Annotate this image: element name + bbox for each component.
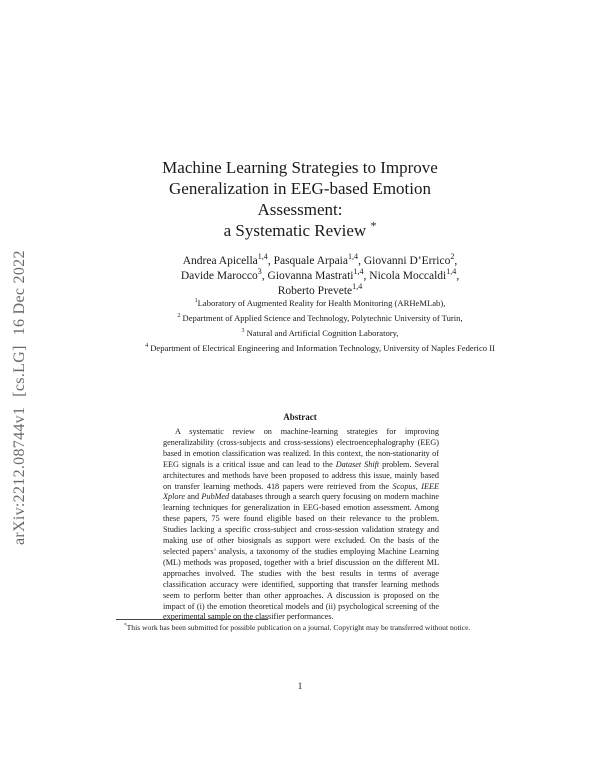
author-line-2: Davide Marocco$^3$, Giovanna Mastrati$^{1,4}$, Nicola Moccaldi$^{1,4}$, [180,267,460,282]
arxiv-category: [cs.LG] [11,345,28,397]
author-name: Nicola Moccaldi [369,270,447,282]
author-affil: 1,4 [352,282,363,292]
author-affil: 1,4 [257,252,268,262]
author-name: Roberto Prevete [277,285,353,297]
abstract-emphasis: PubMed [201,492,230,502]
author-line-1: Andrea Apicella$^{1,4}$, Pasquale Arpaia$^{1,4}$, Giovanni D’Errico$^2$, [182,252,458,267]
arxiv-identifier [11,240,29,545]
title-line-2: Generalization in EEG-based Emotion [169,179,431,198]
author-list [140,254,500,299]
affiliation-4: $^4$ Department of Electrical Engineering and Information Technology, University of Naples Federico II [145,343,495,353]
author-name: Giovanni D’Errico [363,255,451,267]
title-footnote-mark: * [370,218,377,233]
author-affil: 1,4 [348,252,359,262]
author-name: Pasquale Arpaia [273,255,348,267]
footnote-rule [116,619,268,620]
author-line-3 [140,284,500,299]
title-line-1: Machine Learning Strategies to Improve [162,158,438,177]
affiliation-3: $^3$ Natural and Artificial Cognition Laboratory, [241,328,399,338]
arxiv-id: arXiv:2212.08744v1 [11,406,28,545]
affiliation-2: $^2$ Department of Applied Science and Technology, Polytechnic University of Turin, [177,313,463,323]
abstract-heading: Abstract [283,412,317,422]
abstract-emphasis: Scopus [392,481,416,491]
footnote-text: This work has been submitted for possible publication on a journal. Copyright may be transferred without notice. [126,623,471,632]
author-affil: 2 [450,252,455,262]
author-affil: 1,4 [353,267,364,277]
author-name: Davide Marocco [180,270,258,282]
abstract-emphasis: IEEE Xplore [163,481,440,502]
page-number: 1 [297,682,303,692]
footnote-mark: * [124,622,127,629]
abstract-emphasis: Dataset Shift [335,459,380,469]
paper-title [140,157,460,241]
author-name: Giovanna Mastrati [267,270,354,282]
abstract-body [163,427,439,623]
abstract-paragraph: A systematic review on machine-learning strategies for improving generalizability (cross-subjects and cross-sessions) electroencephalography (EEG) based in emotion classification was realized. In this context, the non-stationarity of EEG signals is a critical issue and can lead to the Dataset Shift problem. Several architectures and methods have been proposed to address this issue, mainly based on transfer learning methods. 418 papers were retrieved from the Scopus, IEEE Xplore and PubMed databases through a search query focusing on modern machine learning techniques for generalization in EEG-based emotion assessment. Among these papers, 75 were found eligible based on their relevance to the problem. Studies lacking a specific cross-subject and cross-session validation strategy and making use of other biosignals as support were excluded. On the basis of the selected papers’ analysis, a taxonomy of the studies employing Machine Learning (ML) methods was proposed, together with a brief discussion on the different ML approaches involved. The studies with the best results in terms of average classification accuracy were identified, supporting that transfer learning methods seem to perform better than other approaches. A discussion is proposed on the impact of (i) the emotion theoretical models and (ii) psychological screening of the experimental sample on the classifier performances. [163,427,440,622]
title-line-4-text: a Systematic Review [223,221,367,240]
arxiv-date: 16 Dec 2022 [11,250,28,336]
title-line-3: Assessment: [257,200,343,219]
author-affil: 1,4 [446,267,457,277]
affiliation-1: $^1$Laboratory of Augmented Reality for Health Monitoring (ARHeMLab), [194,298,446,308]
author-affil: 3 [257,267,262,277]
title-line-4 [140,220,460,241]
footnote [116,623,492,633]
author-name: Andrea Apicella [182,255,258,267]
